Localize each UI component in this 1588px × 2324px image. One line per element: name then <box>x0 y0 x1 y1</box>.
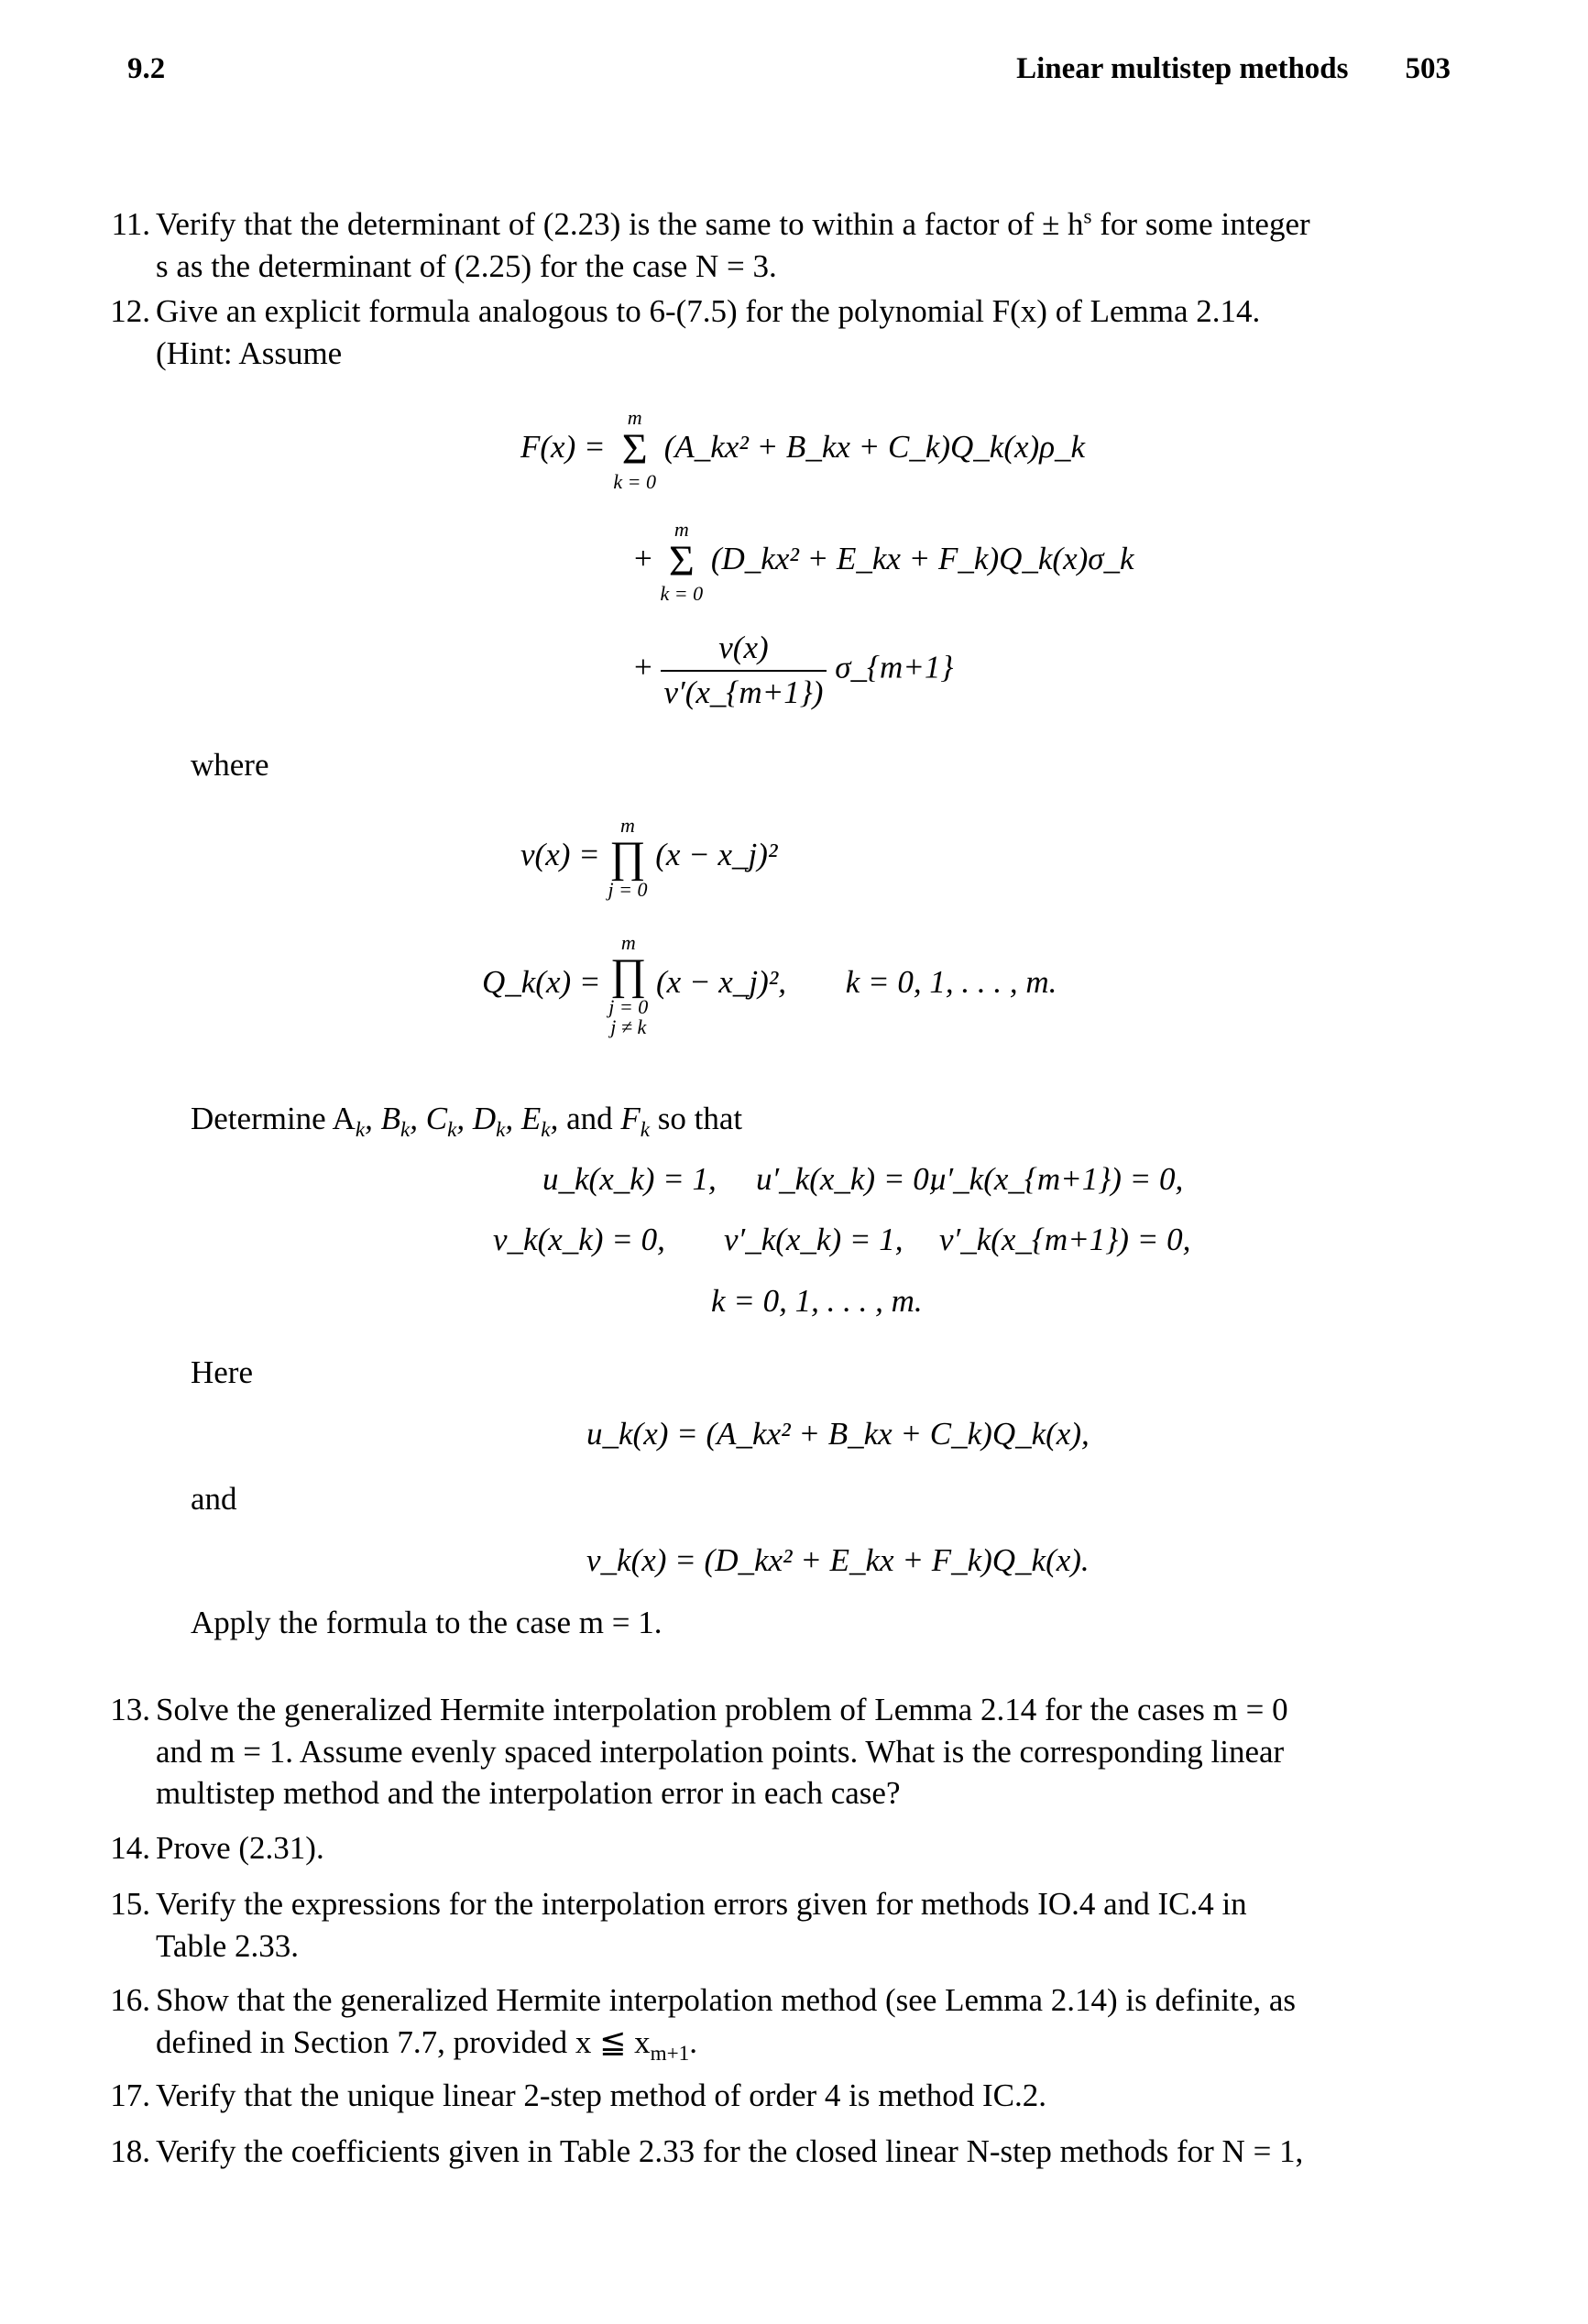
exercise-11-line-1: Verify that the determinant of (2.23) is the same to within a factor of ± $h^s$ for some integer <box>156 203 1310 242</box>
product-symbol: m ∏ j = 0 <box>608 814 648 901</box>
exercise-number: 12. <box>110 293 150 329</box>
exercise-13-line-1: Solve the generalized Hermite interpolation problem of Lemma 2.14 for the cases m = 0 <box>156 1692 1288 1727</box>
equation-Q: Q_k(x) = m ∏ j = 0 j ≠ k (x − x_j)², k = 0, 1, . . . , m. <box>482 931 1057 1038</box>
exercise-13 <box>110 1689 1448 1814</box>
condition-v-prime-end: v′_k(x_{m+1}) = 0, <box>939 1222 1191 1257</box>
running-header <box>1016 49 1451 89</box>
exercise-number: 14. <box>110 1830 150 1866</box>
equation-uk: u_k(x) = (A_kx² + B_kx + C_k)Q_k(x), <box>586 1416 1090 1452</box>
exercise-18-text: Verify the coefficients given in Table 2.33 for the closed linear N-step methods for N = 1, <box>156 2133 1304 2169</box>
exercise-number: 17. <box>110 2077 150 2113</box>
running-title: Linear multistep methods <box>1016 52 1349 85</box>
word-and: and <box>191 1481 237 1517</box>
word-here: Here <box>191 1354 254 1390</box>
page-number: 503 <box>1405 52 1451 85</box>
equation-F-line-2: + m Σ k = 0 (D_kx² + E_kx + F_k)Q_k(x)σ_k <box>634 518 1134 605</box>
condition-v: v_k(x_k) = 0, <box>493 1222 665 1257</box>
exercise-15-line-2: Table 2.33. <box>156 1927 299 1964</box>
exercise-16-line-1: Show that the generalized Hermite interpolation method (see Lemma 2.14) is definite, as <box>156 1982 1297 2018</box>
exercise-number: 13. <box>110 1692 150 1727</box>
exercise-13-line-2: and m = 1. Assume evenly spaced interpolation points. What is the corresponding linear <box>156 1733 1285 1770</box>
product-symbol: m ∏ j = 0 j ≠ k <box>608 931 649 1038</box>
exercise-number: 16. <box>110 1982 150 2018</box>
equation-F-line-1: F(x) = m Σ k = 0 (A_kx² + B_kx + C_k)Q_k(x)ρ_k <box>520 406 1086 493</box>
exercise-11-line-2: s as the determinant of (2.25) for the case N = 3. <box>156 247 777 284</box>
word-where: where <box>191 747 269 783</box>
exercise-14-text: Prove (2.31). <box>156 1830 324 1866</box>
fraction: $\frac{v(x)}{v'(x\_\{m+1\})}$ <box>661 630 827 710</box>
exercise-12-line-2: (Hint: Assume <box>156 334 343 371</box>
condition-v-prime: v′_k(x_k) = 1, <box>724 1222 904 1257</box>
exercise-18 <box>110 2131 1448 2173</box>
exercise-11 <box>111 203 1448 287</box>
condition-u-prime-end: u′_k(x_{m+1}) = 0, <box>930 1161 1184 1197</box>
exercise-17 <box>110 2075 1448 2117</box>
condition-range: k = 0, 1, . . . , m. <box>711 1283 923 1319</box>
determine-sentence: Determine $A_k$, $B_k$, $C_k$, $D_k$, $E_k$, and $F_k$ so that <box>191 1101 743 1141</box>
exercise-number: 15. <box>110 1886 150 1922</box>
equation-vk: v_k(x) = (D_kx² + E_kx + F_k)Q_k(x). <box>586 1542 1090 1578</box>
exercise-17-text: Verify that the unique linear 2-step method of order 4 is method IC.2. <box>156 2077 1046 2113</box>
summation-symbol: m Σ k = 0 <box>613 406 656 493</box>
exercise-12-line-1: Give an explicit formula analogous to 6-(7.5) for the polynomial F(x) of Lemma 2.14. <box>156 293 1261 329</box>
exercise-12 <box>110 290 1448 374</box>
exercise-14 <box>110 1827 1448 1869</box>
exercise-16-line-2: defined in Section 7.7, provided x ≦ $x_{m+1}$. <box>156 2023 697 2065</box>
exercise-15 <box>110 1883 1448 1967</box>
exercise-number: 11. <box>111 206 150 242</box>
condition-u-prime: u′_k(x_k) = 0, <box>756 1161 937 1197</box>
exercise-16 <box>110 1979 1448 2065</box>
exercise-13-line-3: multistep method and the interpolation error in each case? <box>156 1775 901 1811</box>
exercise-number: 18. <box>110 2133 150 2169</box>
apply-sentence: Apply the formula to the case m = 1. <box>191 1605 663 1640</box>
equation-v: v(x) = m ∏ j = 0 (x − x_j)² <box>520 814 778 901</box>
condition-u: u_k(x_k) = 1, <box>542 1161 717 1197</box>
exercise-15-line-1: Verify the expressions for the interpolation errors given for methods IO.4 and IC.4 in <box>156 1886 1247 1922</box>
equation-F-line-3: + $\frac{v(x)}{v'(x\_\{m+1\})}$ σ_{m+1} <box>634 630 954 710</box>
summation-symbol: m Σ k = 0 <box>660 518 704 605</box>
section-number: 9.2 <box>127 52 166 85</box>
